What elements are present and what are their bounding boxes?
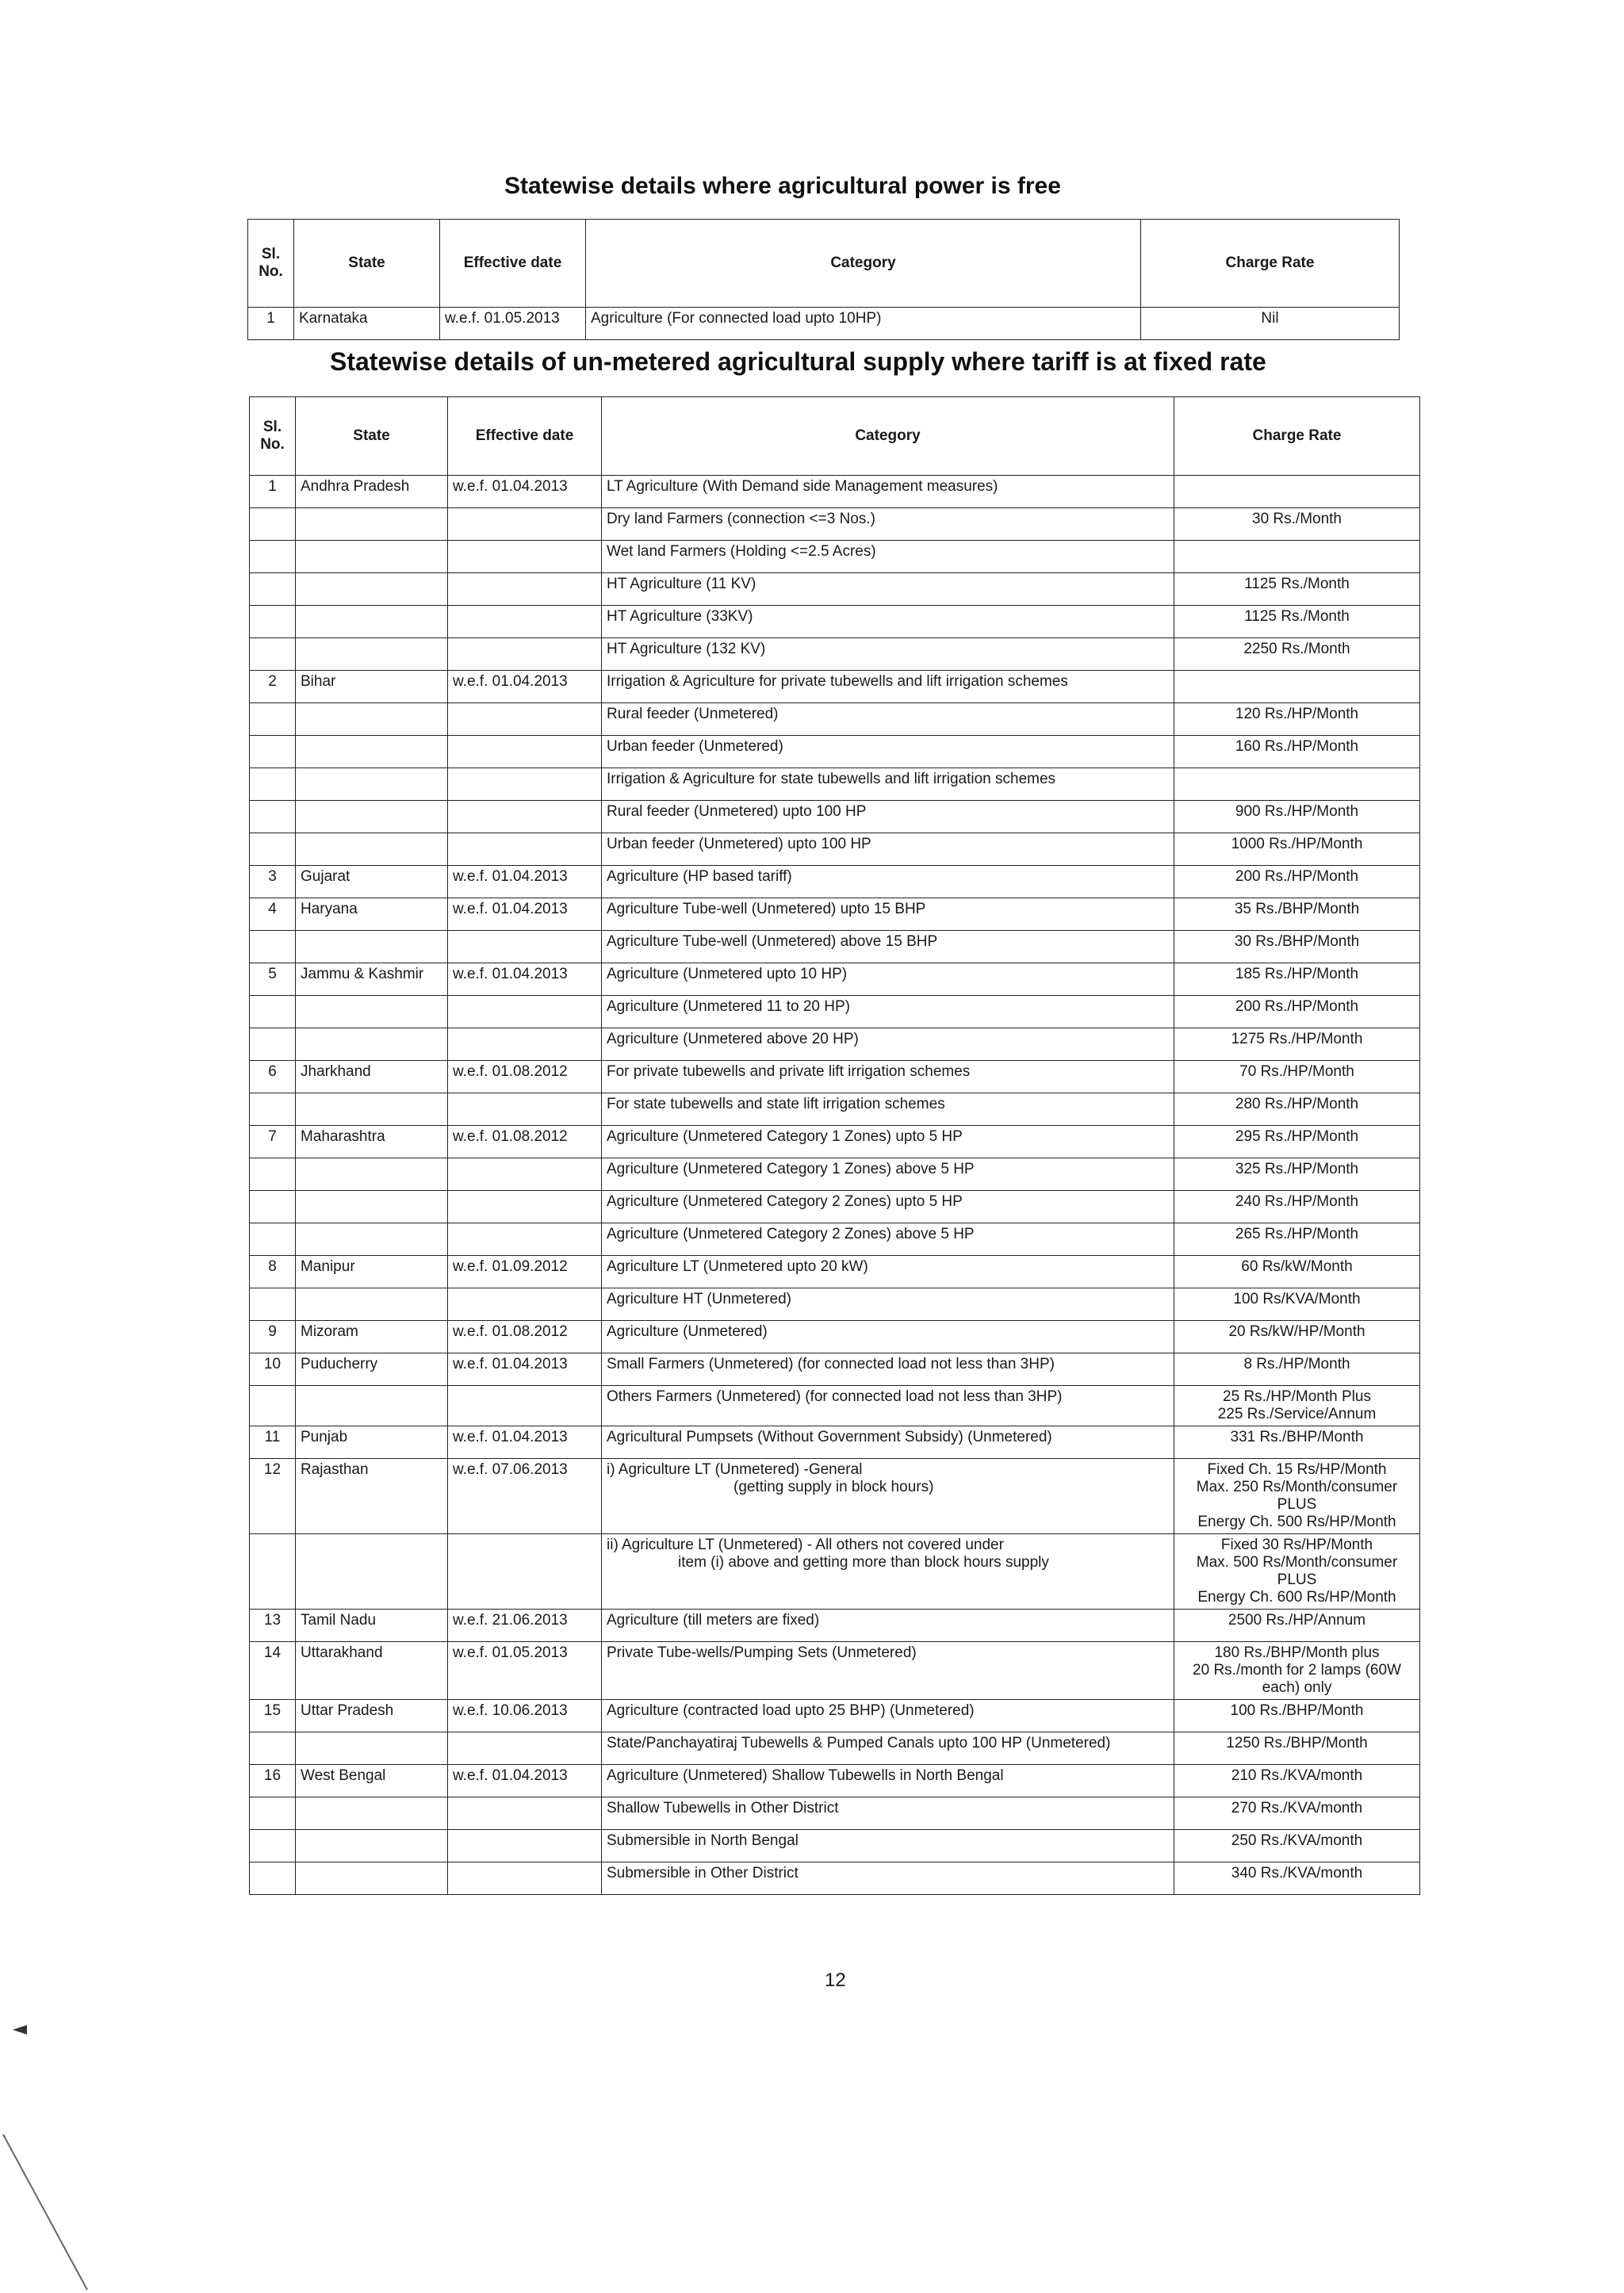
- charge-rate-cell: 60 Rs/kW/Month: [1174, 1256, 1420, 1288]
- charge-rate-cell: 270 Rs./KVA/month: [1174, 1797, 1420, 1830]
- charge-rate-cell: 265 Rs./HP/Month: [1174, 1223, 1420, 1256]
- state-cell: Bihar: [296, 671, 448, 703]
- scan-artifact-mark: [0, 2125, 95, 2293]
- sl-cell: [250, 1288, 296, 1321]
- category-cell: Others Farmers (Unmetered) (for connected load not less than 3HP): [602, 1386, 1174, 1426]
- header-charge-rate: Charge Rate: [1141, 220, 1400, 308]
- category-cell: Agriculture (Unmetered Category 2 Zones) above 5 HP: [602, 1223, 1174, 1256]
- table-row: [250, 1191, 1420, 1223]
- category-cell: Submersible in Other District: [602, 1862, 1174, 1895]
- effective-date-cell: w.e.f. 07.06.2013: [448, 1459, 602, 1534]
- category-cell: HT Agriculture (11 KV): [602, 573, 1174, 606]
- table-row: [250, 1028, 1420, 1061]
- header-effective-date: Effective date: [440, 220, 586, 308]
- charge-rate-cell: 240 Rs./HP/Month: [1174, 1191, 1420, 1223]
- state-cell: [296, 638, 448, 671]
- fixed-rate-title: Statewise details of un-metered agricultural supply where tariff is at fixed rate: [330, 347, 1266, 376]
- charge-rate-cell-line: 20 Rs./month for 2 lamps (60W: [1193, 1662, 1401, 1679]
- state-cell: Jammu & Kashmir: [296, 963, 448, 996]
- table-row: [250, 508, 1420, 541]
- effective-date-cell: [448, 606, 602, 638]
- sl-cell: 14: [250, 1642, 296, 1700]
- table-row: [250, 703, 1420, 736]
- charge-rate-cell: 1000 Rs./HP/Month: [1174, 833, 1420, 866]
- state-cell: Maharashtra: [296, 1126, 448, 1158]
- table-row: [250, 931, 1420, 963]
- state-cell: [296, 1534, 448, 1610]
- charge-rate-cell: 35 Rs./BHP/Month: [1174, 898, 1420, 931]
- charge-rate-cell: 30 Rs./Month: [1174, 508, 1420, 541]
- state-cell: [296, 606, 448, 638]
- category-cell: Private Tube-wells/Pumping Sets (Unmetered): [602, 1642, 1174, 1700]
- table-row: [250, 638, 1420, 671]
- effective-date-cell: w.e.f. 01.04.2013: [448, 963, 602, 996]
- sl-cell: [250, 736, 296, 768]
- table-header-row: [248, 220, 1400, 308]
- header-state: State: [296, 397, 448, 476]
- charge-rate-cell-line: each) only: [1262, 1679, 1332, 1696]
- table-row: [250, 1353, 1420, 1386]
- category-cell: HT Agriculture (33KV): [602, 606, 1174, 638]
- sl-cell: 13: [250, 1610, 296, 1642]
- header-effective-date: Effective date: [448, 397, 602, 476]
- sl-cell: 1: [248, 308, 294, 340]
- state-cell: [296, 541, 448, 573]
- table-row: [250, 1158, 1420, 1191]
- sl-cell: [250, 1862, 296, 1895]
- charge-rate-cell: [1174, 1534, 1420, 1610]
- effective-date-cell: [448, 1158, 602, 1191]
- state-cell: [296, 1862, 448, 1895]
- sl-cell: 5: [250, 963, 296, 996]
- category-cell: Agriculture (till meters are fixed): [602, 1610, 1174, 1642]
- effective-date-cell: [448, 833, 602, 866]
- charge-rate-cell: 20 Rs/kW/HP/Month: [1174, 1321, 1420, 1353]
- effective-date-cell: [448, 1288, 602, 1321]
- table-row: [250, 1862, 1420, 1895]
- category-cell: Agriculture (Unmetered): [602, 1321, 1174, 1353]
- effective-date-cell: [448, 1732, 602, 1765]
- state-cell: [296, 1830, 448, 1862]
- state-cell: Karnataka: [294, 308, 440, 340]
- state-cell: Uttar Pradesh: [296, 1700, 448, 1732]
- sl-cell: [250, 1158, 296, 1191]
- charge-rate-cell: [1174, 476, 1420, 508]
- table-row: [250, 898, 1420, 931]
- charge-rate-cell: 1275 Rs./HP/Month: [1174, 1028, 1420, 1061]
- sl-cell: [250, 638, 296, 671]
- sl-cell: [250, 1093, 296, 1126]
- state-cell: [296, 1386, 448, 1426]
- effective-date-cell: [448, 1862, 602, 1895]
- charge-rate-cell-line: PLUS: [1277, 1571, 1317, 1588]
- category-cell: Agriculture LT (Unmetered upto 20 kW): [602, 1256, 1174, 1288]
- charge-rate-cell: 325 Rs./HP/Month: [1174, 1158, 1420, 1191]
- category-cell: Agriculture HT (Unmetered): [602, 1288, 1174, 1321]
- category-cell: State/Panchayatiraj Tubewells & Pumped Canals upto 100 HP (Unmetered): [602, 1732, 1174, 1765]
- effective-date-cell: [448, 1797, 602, 1830]
- charge-rate-cell: 1125 Rs./Month: [1174, 606, 1420, 638]
- table-row: [250, 1459, 1420, 1534]
- effective-date-cell: [448, 703, 602, 736]
- header-charge-rate: Charge Rate: [1174, 397, 1420, 476]
- effective-date-cell: w.e.f. 01.05.2013: [448, 1642, 602, 1700]
- charge-rate-cell: 100 Rs./BHP/Month: [1174, 1700, 1420, 1732]
- state-cell: Uttarakhand: [296, 1642, 448, 1700]
- effective-date-cell: w.e.f. 01.04.2013: [448, 671, 602, 703]
- category-cell: Agriculture Tube-well (Unmetered) upto 15 BHP: [602, 898, 1174, 931]
- table-header-row: [250, 397, 1420, 476]
- state-cell: [296, 703, 448, 736]
- sl-cell: 9: [250, 1321, 296, 1353]
- table-row: [250, 1610, 1420, 1642]
- effective-date-cell: w.e.f. 01.09.2012: [448, 1256, 602, 1288]
- table-row: [250, 1288, 1420, 1321]
- effective-date-cell: w.e.f. 01.05.2013: [440, 308, 586, 340]
- sl-cell: [250, 1830, 296, 1862]
- state-cell: [296, 768, 448, 801]
- effective-date-cell: w.e.f. 01.04.2013: [448, 898, 602, 931]
- state-cell: Rajasthan: [296, 1459, 448, 1534]
- category-cell-line: i) Agriculture LT (Unmetered) -General: [607, 1461, 863, 1478]
- sl-cell: 10: [250, 1353, 296, 1386]
- table-row: [250, 833, 1420, 866]
- sl-cell: [250, 1386, 296, 1426]
- effective-date-cell: w.e.f. 01.04.2013: [448, 1765, 602, 1797]
- table-row: [250, 1321, 1420, 1353]
- effective-date-cell: [448, 1093, 602, 1126]
- state-cell: Mizoram: [296, 1321, 448, 1353]
- sl-cell: 4: [250, 898, 296, 931]
- state-cell: Gujarat: [296, 866, 448, 898]
- category-cell: Agricultural Pumpsets (Without Government Subsidy) (Unmetered): [602, 1426, 1174, 1459]
- sl-cell: [250, 606, 296, 638]
- sl-cell: 11: [250, 1426, 296, 1459]
- charge-rate-cell: 280 Rs./HP/Month: [1174, 1093, 1420, 1126]
- state-cell: Tamil Nadu: [296, 1610, 448, 1642]
- header-sl: Sl. No.: [248, 220, 294, 308]
- table-row: [250, 1732, 1420, 1765]
- charge-rate-cell-line: 180 Rs./BHP/Month plus: [1214, 1644, 1380, 1661]
- effective-date-cell: [448, 1830, 602, 1862]
- state-cell: Haryana: [296, 898, 448, 931]
- sl-cell: 12: [250, 1459, 296, 1534]
- sl-cell: [250, 833, 296, 866]
- sl-cell: 15: [250, 1700, 296, 1732]
- charge-rate-cell: [1174, 1459, 1420, 1534]
- charge-rate-cell: 100 Rs/KVA/Month: [1174, 1288, 1420, 1321]
- charge-rate-cell: [1174, 541, 1420, 573]
- page-number: 12: [825, 1970, 846, 1991]
- table-row: [250, 606, 1420, 638]
- effective-date-cell: w.e.f. 21.06.2013: [448, 1610, 602, 1642]
- state-cell: [296, 1288, 448, 1321]
- charge-rate-cell-line: Energy Ch. 500 Rs/HP/Month: [1197, 1514, 1396, 1530]
- charge-rate-cell-line: PLUS: [1277, 1496, 1317, 1513]
- charge-rate-cell-line: 25 Rs./HP/Month Plus: [1223, 1388, 1371, 1405]
- state-cell: [296, 1093, 448, 1126]
- state-cell: [296, 1732, 448, 1765]
- effective-date-cell: w.e.f. 01.08.2012: [448, 1061, 602, 1093]
- state-cell: [296, 1158, 448, 1191]
- state-cell: Jharkhand: [296, 1061, 448, 1093]
- category-cell: LT Agriculture (With Demand side Management measures): [602, 476, 1174, 508]
- charge-rate-cell-line: Energy Ch. 600 Rs/HP/Month: [1197, 1589, 1396, 1606]
- charge-rate-cell: 8 Rs./HP/Month: [1174, 1353, 1420, 1386]
- table-row: [250, 996, 1420, 1028]
- charge-rate-cell: 331 Rs./BHP/Month: [1174, 1426, 1420, 1459]
- category-cell: Agriculture (contracted load upto 25 BHP) (Unmetered): [602, 1700, 1174, 1732]
- category-cell: Agriculture (Unmetered 11 to 20 HP): [602, 996, 1174, 1028]
- effective-date-cell: [448, 996, 602, 1028]
- sl-cell: [250, 801, 296, 833]
- table-row: [250, 736, 1420, 768]
- state-cell: [296, 508, 448, 541]
- effective-date-cell: [448, 508, 602, 541]
- scan-artifact-arrow: [11, 2022, 35, 2038]
- sl-cell: 1: [250, 476, 296, 508]
- state-cell: [296, 573, 448, 606]
- header-state: State: [294, 220, 440, 308]
- charge-rate-cell: Nil: [1141, 308, 1400, 340]
- charge-rate-cell: 295 Rs./HP/Month: [1174, 1126, 1420, 1158]
- charge-rate-cell: 900 Rs./HP/Month: [1174, 801, 1420, 833]
- header-category: Category: [602, 397, 1174, 476]
- sl-cell: [250, 931, 296, 963]
- charge-rate-cell-line: Max. 250 Rs/Month/consumer: [1196, 1479, 1398, 1495]
- state-cell: [296, 1797, 448, 1830]
- category-cell: Urban feeder (Unmetered): [602, 736, 1174, 768]
- category-cell-line: ii) Agriculture LT (Unmetered) - All others not covered under: [607, 1537, 1004, 1553]
- category-cell: Rural feeder (Unmetered) upto 100 HP: [602, 801, 1174, 833]
- effective-date-cell: [448, 931, 602, 963]
- sl-cell: [250, 508, 296, 541]
- sl-cell: [250, 541, 296, 573]
- category-cell: Wet land Farmers (Holding <=2.5 Acres): [602, 541, 1174, 573]
- category-cell: HT Agriculture (132 KV): [602, 638, 1174, 671]
- charge-rate-cell: 70 Rs./HP/Month: [1174, 1061, 1420, 1093]
- sl-cell: 16: [250, 1765, 296, 1797]
- category-cell: Shallow Tubewells in Other District: [602, 1797, 1174, 1830]
- sl-cell: [250, 703, 296, 736]
- table-row: [250, 1642, 1420, 1700]
- table-row: [250, 1765, 1420, 1797]
- state-cell: [296, 736, 448, 768]
- sl-cell: [250, 768, 296, 801]
- charge-rate-cell: 200 Rs./HP/Month: [1174, 996, 1420, 1028]
- category-cell: [602, 1459, 1174, 1534]
- charge-rate-cell: 185 Rs./HP/Month: [1174, 963, 1420, 996]
- charge-rate-cell: 200 Rs./HP/Month: [1174, 866, 1420, 898]
- effective-date-cell: [448, 1191, 602, 1223]
- effective-date-cell: w.e.f. 01.04.2013: [448, 866, 602, 898]
- charge-rate-cell: 2500 Rs./HP/Annum: [1174, 1610, 1420, 1642]
- effective-date-cell: [448, 801, 602, 833]
- charge-rate-cell: 120 Rs./HP/Month: [1174, 703, 1420, 736]
- table-row: [250, 1126, 1420, 1158]
- charge-rate-cell-line: Max. 500 Rs/Month/consumer: [1196, 1554, 1398, 1571]
- sl-cell: [250, 1223, 296, 1256]
- charge-rate-cell: [1174, 671, 1420, 703]
- table-row: [250, 1223, 1420, 1256]
- category-cell: Agriculture (Unmetered upto 10 HP): [602, 963, 1174, 996]
- table-row: [250, 1700, 1420, 1732]
- charge-rate-cell: 2250 Rs./Month: [1174, 638, 1420, 671]
- state-cell: [296, 833, 448, 866]
- sl-cell: 3: [250, 866, 296, 898]
- category-cell: Rural feeder (Unmetered): [602, 703, 1174, 736]
- state-cell: [296, 1028, 448, 1061]
- charge-rate-cell: [1174, 1642, 1420, 1700]
- charge-rate-cell: [1174, 1386, 1420, 1426]
- category-cell: [602, 1534, 1174, 1610]
- category-cell: For private tubewells and private lift irrigation schemes: [602, 1061, 1174, 1093]
- charge-rate-cell-line: 225 Rs./Service/Annum: [1217, 1406, 1377, 1422]
- table-row: [250, 1534, 1420, 1610]
- state-cell: [296, 1223, 448, 1256]
- state-cell: [296, 1191, 448, 1223]
- free-power-table-body: [248, 308, 1400, 340]
- charge-rate-cell: 1250 Rs./BHP/Month: [1174, 1732, 1420, 1765]
- effective-date-cell: w.e.f. 10.06.2013: [448, 1700, 602, 1732]
- effective-date-cell: w.e.f. 01.04.2013: [448, 476, 602, 508]
- state-cell: Puducherry: [296, 1353, 448, 1386]
- table-row: [250, 866, 1420, 898]
- table-row: [250, 801, 1420, 833]
- category-cell: Agriculture Tube-well (Unmetered) above 15 BHP: [602, 931, 1174, 963]
- free-power-title: Statewise details where agricultural power is free: [504, 173, 1061, 199]
- table-row: [250, 541, 1420, 573]
- effective-date-cell: w.e.f. 01.08.2012: [448, 1126, 602, 1158]
- category-cell: Agriculture (For connected load upto 10HP): [586, 308, 1141, 340]
- charge-rate-cell: 210 Rs./KVA/month: [1174, 1765, 1420, 1797]
- state-cell: [296, 996, 448, 1028]
- state-cell: Punjab: [296, 1426, 448, 1459]
- category-cell: For state tubewells and state lift irrigation schemes: [602, 1093, 1174, 1126]
- effective-date-cell: [448, 1534, 602, 1610]
- category-cell: Small Farmers (Unmetered) (for connected load not less than 3HP): [602, 1353, 1174, 1386]
- sl-cell: [250, 1534, 296, 1610]
- category-cell: Agriculture (Unmetered Category 2 Zones) upto 5 HP: [602, 1191, 1174, 1223]
- charge-rate-cell-line: Fixed 30 Rs/HP/Month: [1220, 1537, 1373, 1553]
- state-cell: Manipur: [296, 1256, 448, 1288]
- state-cell: [296, 801, 448, 833]
- category-cell: Agriculture (Unmetered above 20 HP): [602, 1028, 1174, 1061]
- charge-rate-cell: 1125 Rs./Month: [1174, 573, 1420, 606]
- category-cell: Irrigation & Agriculture for private tubewells and lift irrigation schemes: [602, 671, 1174, 703]
- category-cell: Urban feeder (Unmetered) upto 100 HP: [602, 833, 1174, 866]
- sl-cell: 8: [250, 1256, 296, 1288]
- free-power-table: [247, 219, 1400, 340]
- category-cell: Dry land Farmers (connection <=3 Nos.): [602, 508, 1174, 541]
- fixed-rate-table: [249, 396, 1420, 1895]
- table-row: [250, 1093, 1420, 1126]
- effective-date-cell: [448, 1028, 602, 1061]
- sl-cell: [250, 1732, 296, 1765]
- category-cell-line: (getting supply in block hours): [733, 1479, 934, 1495]
- charge-rate-cell-line: Fixed Ch. 15 Rs/HP/Month: [1207, 1461, 1387, 1478]
- category-cell: Agriculture (HP based tariff): [602, 866, 1174, 898]
- header-sl: Sl. No.: [250, 397, 296, 476]
- table-row: [250, 573, 1420, 606]
- category-cell-line: item (i) above and getting more than block hours supply: [678, 1554, 1049, 1571]
- table-row: [250, 768, 1420, 801]
- category-cell: Agriculture (Unmetered) Shallow Tubewells in North Bengal: [602, 1765, 1174, 1797]
- table-row: [250, 1061, 1420, 1093]
- table-row: [248, 308, 1400, 340]
- table-row: [250, 963, 1420, 996]
- sl-cell: [250, 1191, 296, 1223]
- category-cell: Agriculture (Unmetered Category 1 Zones) upto 5 HP: [602, 1126, 1174, 1158]
- effective-date-cell: [448, 638, 602, 671]
- sl-cell: 7: [250, 1126, 296, 1158]
- category-cell: Submersible in North Bengal: [602, 1830, 1174, 1862]
- effective-date-cell: w.e.f. 01.04.2013: [448, 1353, 602, 1386]
- table-row: [250, 1386, 1420, 1426]
- category-cell: Agriculture (Unmetered Category 1 Zones) above 5 HP: [602, 1158, 1174, 1191]
- state-cell: [296, 931, 448, 963]
- charge-rate-cell: 250 Rs./KVA/month: [1174, 1830, 1420, 1862]
- state-cell: Andhra Pradesh: [296, 476, 448, 508]
- charge-rate-cell: 340 Rs./KVA/month: [1174, 1862, 1420, 1895]
- charge-rate-cell: 30 Rs./BHP/Month: [1174, 931, 1420, 963]
- sl-cell: 6: [250, 1061, 296, 1093]
- effective-date-cell: [448, 768, 602, 801]
- table-row: [250, 1797, 1420, 1830]
- effective-date-cell: w.e.f. 01.04.2013: [448, 1426, 602, 1459]
- sl-cell: [250, 573, 296, 606]
- charge-rate-cell: 160 Rs./HP/Month: [1174, 736, 1420, 768]
- effective-date-cell: [448, 1223, 602, 1256]
- effective-date-cell: [448, 1386, 602, 1426]
- charge-rate-cell: [1174, 768, 1420, 801]
- category-cell: Irrigation & Agriculture for state tubewells and lift irrigation schemes: [602, 768, 1174, 801]
- effective-date-cell: [448, 573, 602, 606]
- effective-date-cell: w.e.f. 01.08.2012: [448, 1321, 602, 1353]
- state-cell: West Bengal: [296, 1765, 448, 1797]
- effective-date-cell: [448, 736, 602, 768]
- table-row: [250, 1830, 1420, 1862]
- sl-cell: [250, 1028, 296, 1061]
- sl-cell: [250, 996, 296, 1028]
- sl-cell: 2: [250, 671, 296, 703]
- table-row: [250, 476, 1420, 508]
- header-category: Category: [586, 220, 1141, 308]
- table-row: [250, 1426, 1420, 1459]
- table-row: [250, 671, 1420, 703]
- fixed-rate-table-body: [250, 476, 1420, 1895]
- effective-date-cell: [448, 541, 602, 573]
- table-row: [250, 1256, 1420, 1288]
- sl-cell: [250, 1797, 296, 1830]
